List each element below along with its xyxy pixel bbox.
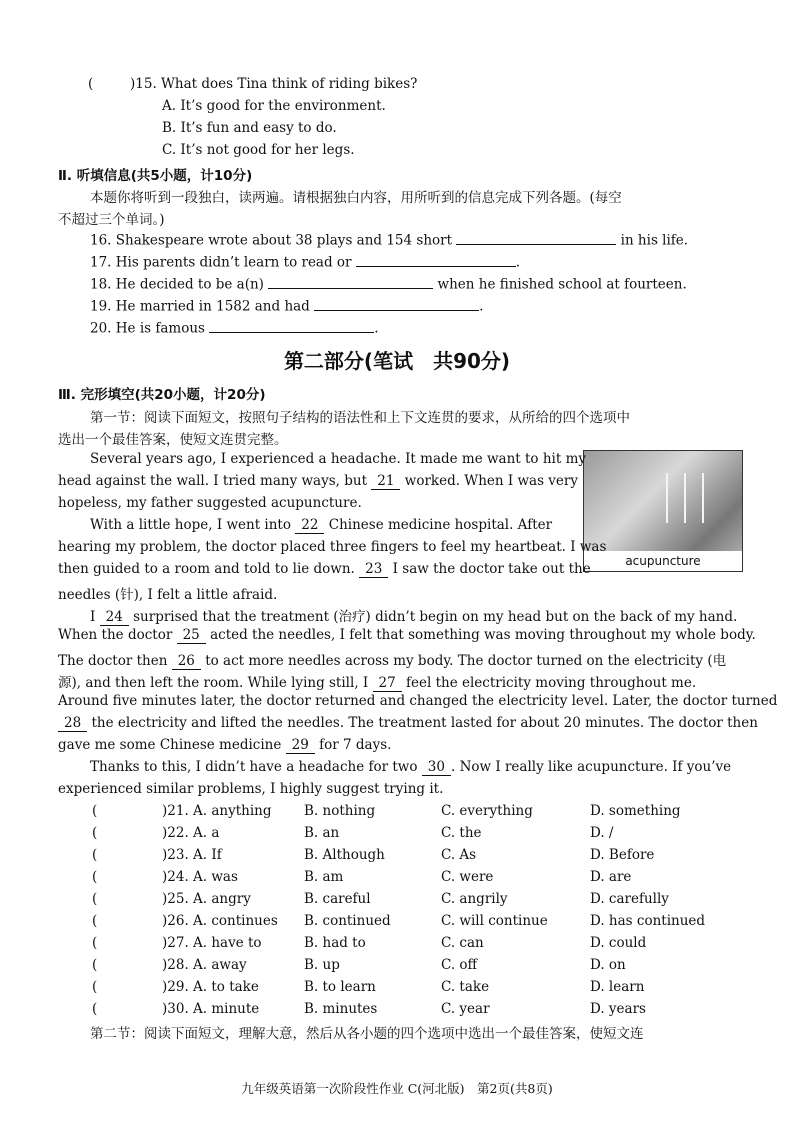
blank-23[interactable]: 23 <box>359 561 388 578</box>
option-b: B. minutes <box>304 1001 378 1017</box>
passage-line: gave me some Chinese medicine 29 for 7 days. <box>58 737 392 753</box>
section2-instructions-2: 不超过三个单词。) <box>58 212 165 228</box>
option-c: C. As <box>441 847 477 863</box>
option-d: D. years <box>590 1001 646 1017</box>
option-d: D. could <box>590 935 647 951</box>
option-a: )26. A. continues <box>162 913 278 929</box>
passage-line: needles (针), I felt a little afraid. <box>58 587 278 603</box>
blank-30[interactable]: 30 <box>422 759 451 776</box>
answer-blank-20[interactable] <box>209 318 374 333</box>
answer-blank-17[interactable] <box>356 252 516 267</box>
blank-26[interactable]: 26 <box>172 653 201 670</box>
blank-25[interactable]: 25 <box>177 627 206 644</box>
option-d: D. on <box>590 957 626 973</box>
acupuncture-photo <box>583 450 743 572</box>
passage-line: When the doctor 25 acted the needles, I felt that something was moving throughout my whole body. <box>58 627 756 643</box>
section2-instructions-1: 本题你将听到一段独白，读两遍。请根据独白内容，用所听到的信息完成下列各题。(每空 <box>90 190 622 206</box>
option-b: B. nothing <box>304 803 376 819</box>
page-footer: 九年级英语第一次阶段性作业 C(河北版) 第2页(共8页) <box>241 1081 553 1096</box>
item-16: 16. Shakespeare wrote about 38 plays and 154 short in his life. <box>90 230 688 249</box>
option-d: D. / <box>590 825 614 841</box>
answer-paren[interactable]: ( <box>92 935 98 951</box>
passage-line: With a little hope, I went into 22 Chinese medicine hospital. After <box>90 517 553 533</box>
item-19: 19. He married in 1582 and had . <box>90 296 483 315</box>
option-c: C. year <box>441 1001 490 1017</box>
passage-line: hearing my problem, the doctor placed three fingers to feel my heartbeat. I was <box>58 539 607 555</box>
option-a: )29. A. to take <box>162 979 259 995</box>
option-d: D. has continued <box>590 913 706 929</box>
passage-line: 28 the electricity and lifted the needles. The treatment lasted for about 20 minutes. The doctor then <box>58 715 758 732</box>
needle-shape <box>684 473 686 523</box>
blank-27[interactable]: 27 <box>373 675 402 692</box>
section2-heading: Ⅱ. 听填信息(共5小题，计10分) <box>58 168 253 184</box>
option-d: D. something <box>590 803 681 819</box>
option-c: C. everything <box>441 803 533 819</box>
option-c: C. will continue <box>441 913 548 929</box>
answer-paren[interactable]: ( <box>92 803 98 819</box>
passage-line: hopeless, my father suggested acupuncture. <box>58 495 362 511</box>
option-c: C. were <box>441 869 494 885</box>
option-b: B. continued <box>304 913 391 929</box>
option-a: )24. A. was <box>162 869 238 885</box>
answer-paren[interactable]: ( <box>92 891 98 907</box>
answer-blank-16[interactable] <box>456 230 616 245</box>
answer-blank-19[interactable] <box>314 296 479 311</box>
cloze-section2-instructions: 第二节：阅读下面短文，理解大意，然后从各小题的四个选项中选出一个最佳答案，使短文连 <box>90 1026 644 1042</box>
passage-line: Several years ago, I experienced a headache. It made me want to hit my <box>90 451 587 467</box>
option-c: C. take <box>441 979 490 995</box>
option-d: D. learn <box>590 979 645 995</box>
blank-28[interactable]: 28 <box>58 715 87 732</box>
option-b: B. had to <box>304 935 366 951</box>
option-a: )27. A. have to <box>162 935 262 951</box>
photo-caption: acupuncture <box>584 551 742 571</box>
section3-instructions-1: 第一节：阅读下面短文，按照句子结构的语法性和上下文连贯的要求，从所给的四个选项中 <box>90 410 630 426</box>
item-18: 18. He decided to be a(n) when he finished school at fourteen. <box>90 274 687 293</box>
option-a: )21. A. anything <box>162 803 272 819</box>
passage-line: head against the wall. I tried many ways, but 21 worked. When I was very <box>58 473 579 489</box>
q15-option-b: B. It’s fun and easy to do. <box>162 120 337 136</box>
option-a: )22. A. a <box>162 825 220 841</box>
passage-line: Around five minutes later, the doctor returned and changed the electricity level. Later, the doctor turned <box>58 693 778 709</box>
answer-paren[interactable]: ( <box>92 847 98 863</box>
option-b: B. am <box>304 869 344 885</box>
option-d: D. Before <box>590 847 655 863</box>
answer-paren[interactable]: ( <box>92 957 98 973</box>
option-a: )28. A. away <box>162 957 247 973</box>
option-d: D. are <box>590 869 632 885</box>
passage-line: Thanks to this, I didn’t have a headache for two 30 . Now I really like acupuncture. If you’ve <box>90 759 732 775</box>
passage-line: 源), and then left the room. While lying still, I 27 feel the electricity moving throughout me. <box>58 675 697 691</box>
option-c: C. the <box>441 825 482 841</box>
option-c: C. off <box>441 957 478 973</box>
needle-shape <box>702 473 704 523</box>
part2-title: 第二部分(笔试 共90分) <box>283 349 511 373</box>
item-17: 17. His parents didn’t learn to read or . <box>90 252 520 271</box>
blank-29[interactable]: 29 <box>286 737 315 754</box>
q15-stem: ( )15. What does Tina think of riding bikes? <box>88 76 418 92</box>
option-a: )30. A. minute <box>162 1001 260 1017</box>
q15-option-c: C. It’s not good for her legs. <box>162 142 355 158</box>
option-b: B. to learn <box>304 979 376 995</box>
answer-paren[interactable]: ( <box>92 979 98 995</box>
option-b: B. careful <box>304 891 371 907</box>
section3-heading: Ⅲ. 完形填空(共20小题，计20分) <box>58 387 266 403</box>
option-b: B. up <box>304 957 340 973</box>
blank-24[interactable]: 24 <box>100 609 129 626</box>
section3-instructions-2: 选出一个最佳答案，使短文连贯完整。 <box>58 432 288 448</box>
item-20: 20. He is famous . <box>90 318 379 337</box>
needle-shape <box>666 473 668 523</box>
answer-paren[interactable]: ( <box>92 1001 98 1017</box>
blank-21[interactable]: 21 <box>371 473 400 490</box>
option-a: )23. A. If <box>162 847 222 863</box>
passage-line: then guided to a room and told to lie down. 23 I saw the doctor take out the <box>58 561 591 577</box>
passage-line: I 24 surprised that the treatment (治疗) didn’t begin on my head but on the back of my hand. <box>90 609 738 625</box>
option-c: C. angrily <box>441 891 508 907</box>
option-a: )25. A. angry <box>162 891 251 907</box>
option-b: B. an <box>304 825 340 841</box>
passage-line: experienced similar problems, I highly suggest trying it. <box>58 781 444 797</box>
answer-blank-18[interactable] <box>268 274 433 289</box>
option-d: D. carefully <box>590 891 669 907</box>
q15-option-a: A. It’s good for the environment. <box>162 98 386 114</box>
answer-paren[interactable]: ( <box>92 869 98 885</box>
answer-paren[interactable]: ( <box>92 825 98 841</box>
passage-line: The doctor then 26 to act more needles across my body. The doctor turned on the electricity (电 <box>58 653 727 669</box>
blank-22[interactable]: 22 <box>295 517 324 534</box>
option-c: C. can <box>441 935 484 951</box>
option-b: B. Although <box>304 847 385 863</box>
answer-paren[interactable]: ( <box>92 913 98 929</box>
